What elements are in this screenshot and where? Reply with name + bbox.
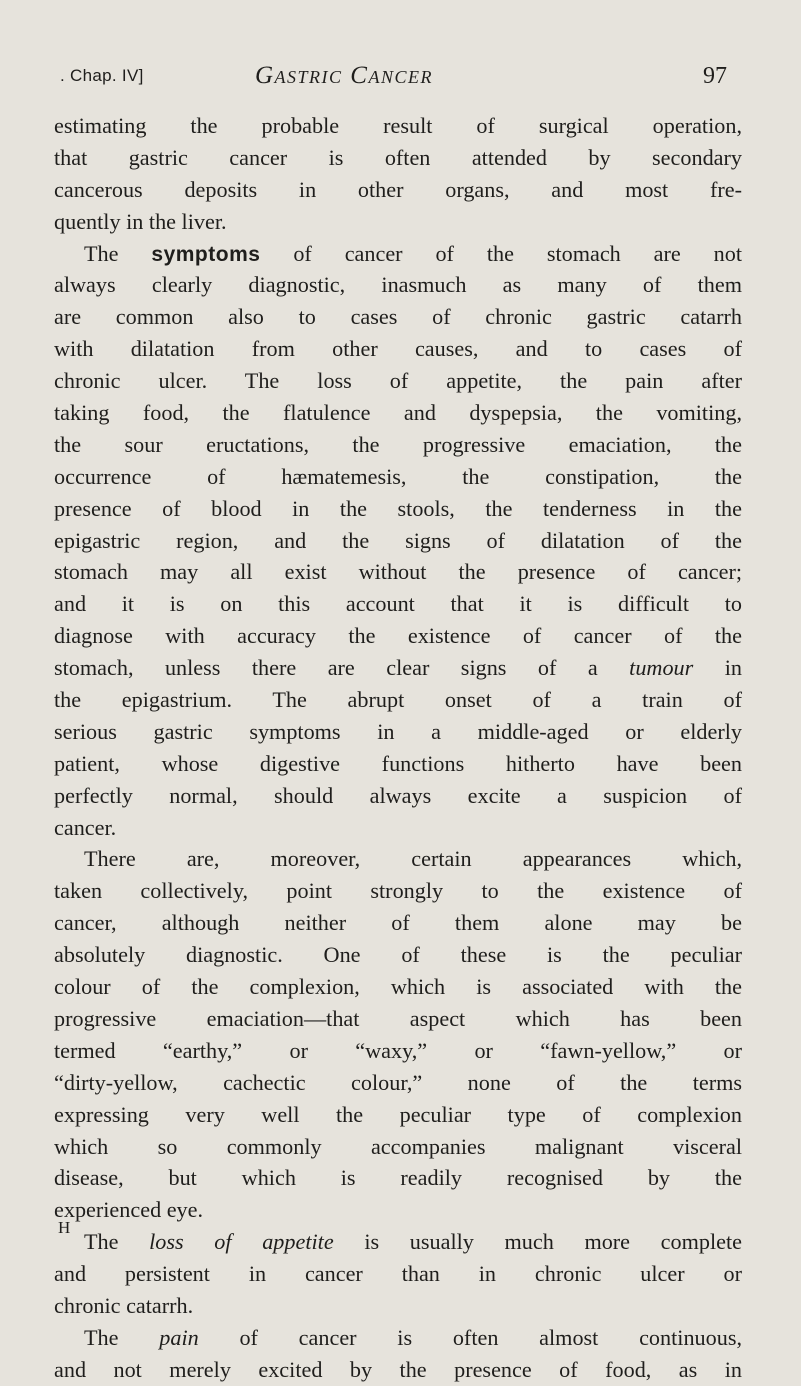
text-run: quently in the liver. bbox=[54, 208, 227, 234]
text-run: chronic ulcer. The loss of appetite, the pain after bbox=[54, 368, 742, 394]
page-number: 97 bbox=[703, 63, 727, 89]
body-text bbox=[54, 110, 742, 1386]
text-line bbox=[54, 1290, 742, 1322]
text-line bbox=[54, 780, 742, 812]
text-line bbox=[54, 1354, 742, 1386]
emphasis-run: tumour bbox=[629, 655, 694, 681]
text-run: cancerous deposits in other organs, and most fre- bbox=[54, 176, 742, 202]
text-line bbox=[54, 461, 742, 493]
text-run: epigastric region, and the signs of dilatation of the bbox=[54, 527, 742, 553]
text-line bbox=[54, 1162, 742, 1194]
text-run: progressive emaciation—that aspect which has been bbox=[54, 1005, 742, 1031]
text-run: cancer. bbox=[54, 814, 117, 840]
text-run: of cancer is often almost continuous, bbox=[198, 1324, 743, 1350]
emphasis-run: pain bbox=[159, 1324, 199, 1350]
text-run: and not merely excited by the presence of food, as in bbox=[54, 1356, 742, 1382]
text-run: serious gastric symptoms in a middle-aged or elderly bbox=[54, 718, 742, 744]
text-line bbox=[54, 1067, 742, 1099]
text-line bbox=[54, 875, 742, 907]
running-title: Gastric Cancer bbox=[255, 62, 433, 89]
text-line bbox=[54, 716, 742, 748]
text-line bbox=[54, 1099, 742, 1131]
text-run: that gastric cancer is often attended by secondary bbox=[54, 144, 742, 170]
text-line bbox=[54, 269, 742, 301]
text-run: taken collectively, point strongly to the existence of bbox=[54, 878, 742, 904]
text-line bbox=[54, 620, 742, 652]
text-line bbox=[54, 301, 742, 333]
text-line bbox=[54, 1035, 742, 1067]
text-run: The bbox=[84, 1229, 150, 1255]
text-run: cancer, although neither of them alone may be bbox=[54, 910, 742, 936]
text-run: estimating the probable result of surgical operation, bbox=[54, 113, 742, 138]
text-run: and it is on this account that it is difficult to bbox=[54, 591, 742, 617]
text-line bbox=[54, 1258, 742, 1290]
text-run: chronic catarrh. bbox=[54, 1292, 194, 1318]
text-run: and persistent in cancer than in chronic ulcer or bbox=[54, 1261, 742, 1287]
text-line bbox=[54, 748, 742, 780]
text-line bbox=[54, 1003, 742, 1035]
text-line bbox=[54, 1131, 742, 1163]
text-run: stomach may all exist without the presence of cancer; bbox=[54, 559, 742, 585]
text-run: There are, moreover, certain appearances which, bbox=[84, 846, 742, 872]
text-run: termed “earthy,” or “waxy,” or “fawn-yellow,” or bbox=[54, 1037, 742, 1063]
text-line bbox=[54, 238, 742, 270]
text-run: disease, but which is readily recognised by the bbox=[54, 1165, 742, 1191]
text-run: in bbox=[693, 655, 742, 681]
text-run: experienced eye. bbox=[54, 1197, 204, 1223]
text-line bbox=[54, 1194, 742, 1226]
text-line bbox=[54, 365, 742, 397]
text-line bbox=[54, 588, 742, 620]
text-line bbox=[54, 429, 742, 461]
text-line bbox=[54, 1322, 742, 1354]
text-line bbox=[54, 525, 742, 557]
text-line bbox=[54, 174, 742, 206]
text-line bbox=[54, 493, 742, 525]
text-run: patient, whose digestive functions hitherto have been bbox=[54, 750, 742, 776]
text-run: which so commonly accompanies malignant visceral bbox=[54, 1133, 742, 1159]
text-run: The bbox=[84, 240, 152, 266]
text-line bbox=[54, 556, 742, 588]
text-run: is usually much more complete bbox=[333, 1229, 742, 1255]
text-line bbox=[54, 652, 742, 684]
text-line bbox=[54, 1226, 742, 1258]
text-line bbox=[54, 684, 742, 716]
text-run: diagnose with accuracy the existence of cancer of the bbox=[54, 623, 742, 649]
text-run: The bbox=[84, 1324, 160, 1350]
text-line bbox=[54, 939, 742, 971]
text-run: perfectly normal, should always excite a suspicion of bbox=[54, 782, 742, 808]
emphasis-run: loss of appetite bbox=[149, 1229, 334, 1255]
text-line bbox=[54, 333, 742, 365]
text-run: “dirty-yellow, cachectic colour,” none of the terms bbox=[54, 1069, 742, 1095]
text-line bbox=[54, 812, 742, 844]
text-run: absolutely diagnostic. One of these is the peculiar bbox=[54, 942, 742, 968]
text-run: always clearly diagnostic, inasmuch as many of them bbox=[54, 272, 742, 298]
text-run: expressing very well the peculiar type of complexion bbox=[54, 1101, 742, 1127]
text-run: stomach, unless there are clear signs of a bbox=[54, 655, 630, 681]
text-line bbox=[54, 843, 742, 875]
emphasis-run: symptoms bbox=[151, 242, 261, 266]
text-run: colour of the complexion, which is associated with the bbox=[54, 974, 742, 1000]
text-run: with dilatation from other causes, and to cases of bbox=[54, 336, 742, 362]
running-header bbox=[0, 62, 801, 98]
chapter-label: . Chap. IV] bbox=[60, 66, 144, 85]
text-run: presence of blood in the stools, the tenderness in the bbox=[54, 495, 742, 521]
text-line bbox=[54, 206, 742, 238]
text-line bbox=[54, 142, 742, 174]
text-run: are common also to cases of chronic gastric catarrh bbox=[54, 304, 742, 330]
text-line bbox=[54, 971, 742, 1003]
text-run: the sour eructations, the progressive emaciation, the bbox=[54, 431, 742, 457]
text-run: occurrence of hæmatemesis, the constipation, the bbox=[54, 463, 742, 489]
text-line bbox=[54, 110, 742, 142]
text-line bbox=[54, 907, 742, 939]
text-run: taking food, the flatulence and dyspepsia, the vomiting, bbox=[54, 400, 742, 426]
signature-mark: H bbox=[58, 1218, 71, 1237]
text-run: of cancer of the stomach are not bbox=[260, 240, 742, 266]
text-line bbox=[54, 397, 742, 429]
text-run: the epigastrium. The abrupt onset of a train of bbox=[54, 687, 742, 713]
